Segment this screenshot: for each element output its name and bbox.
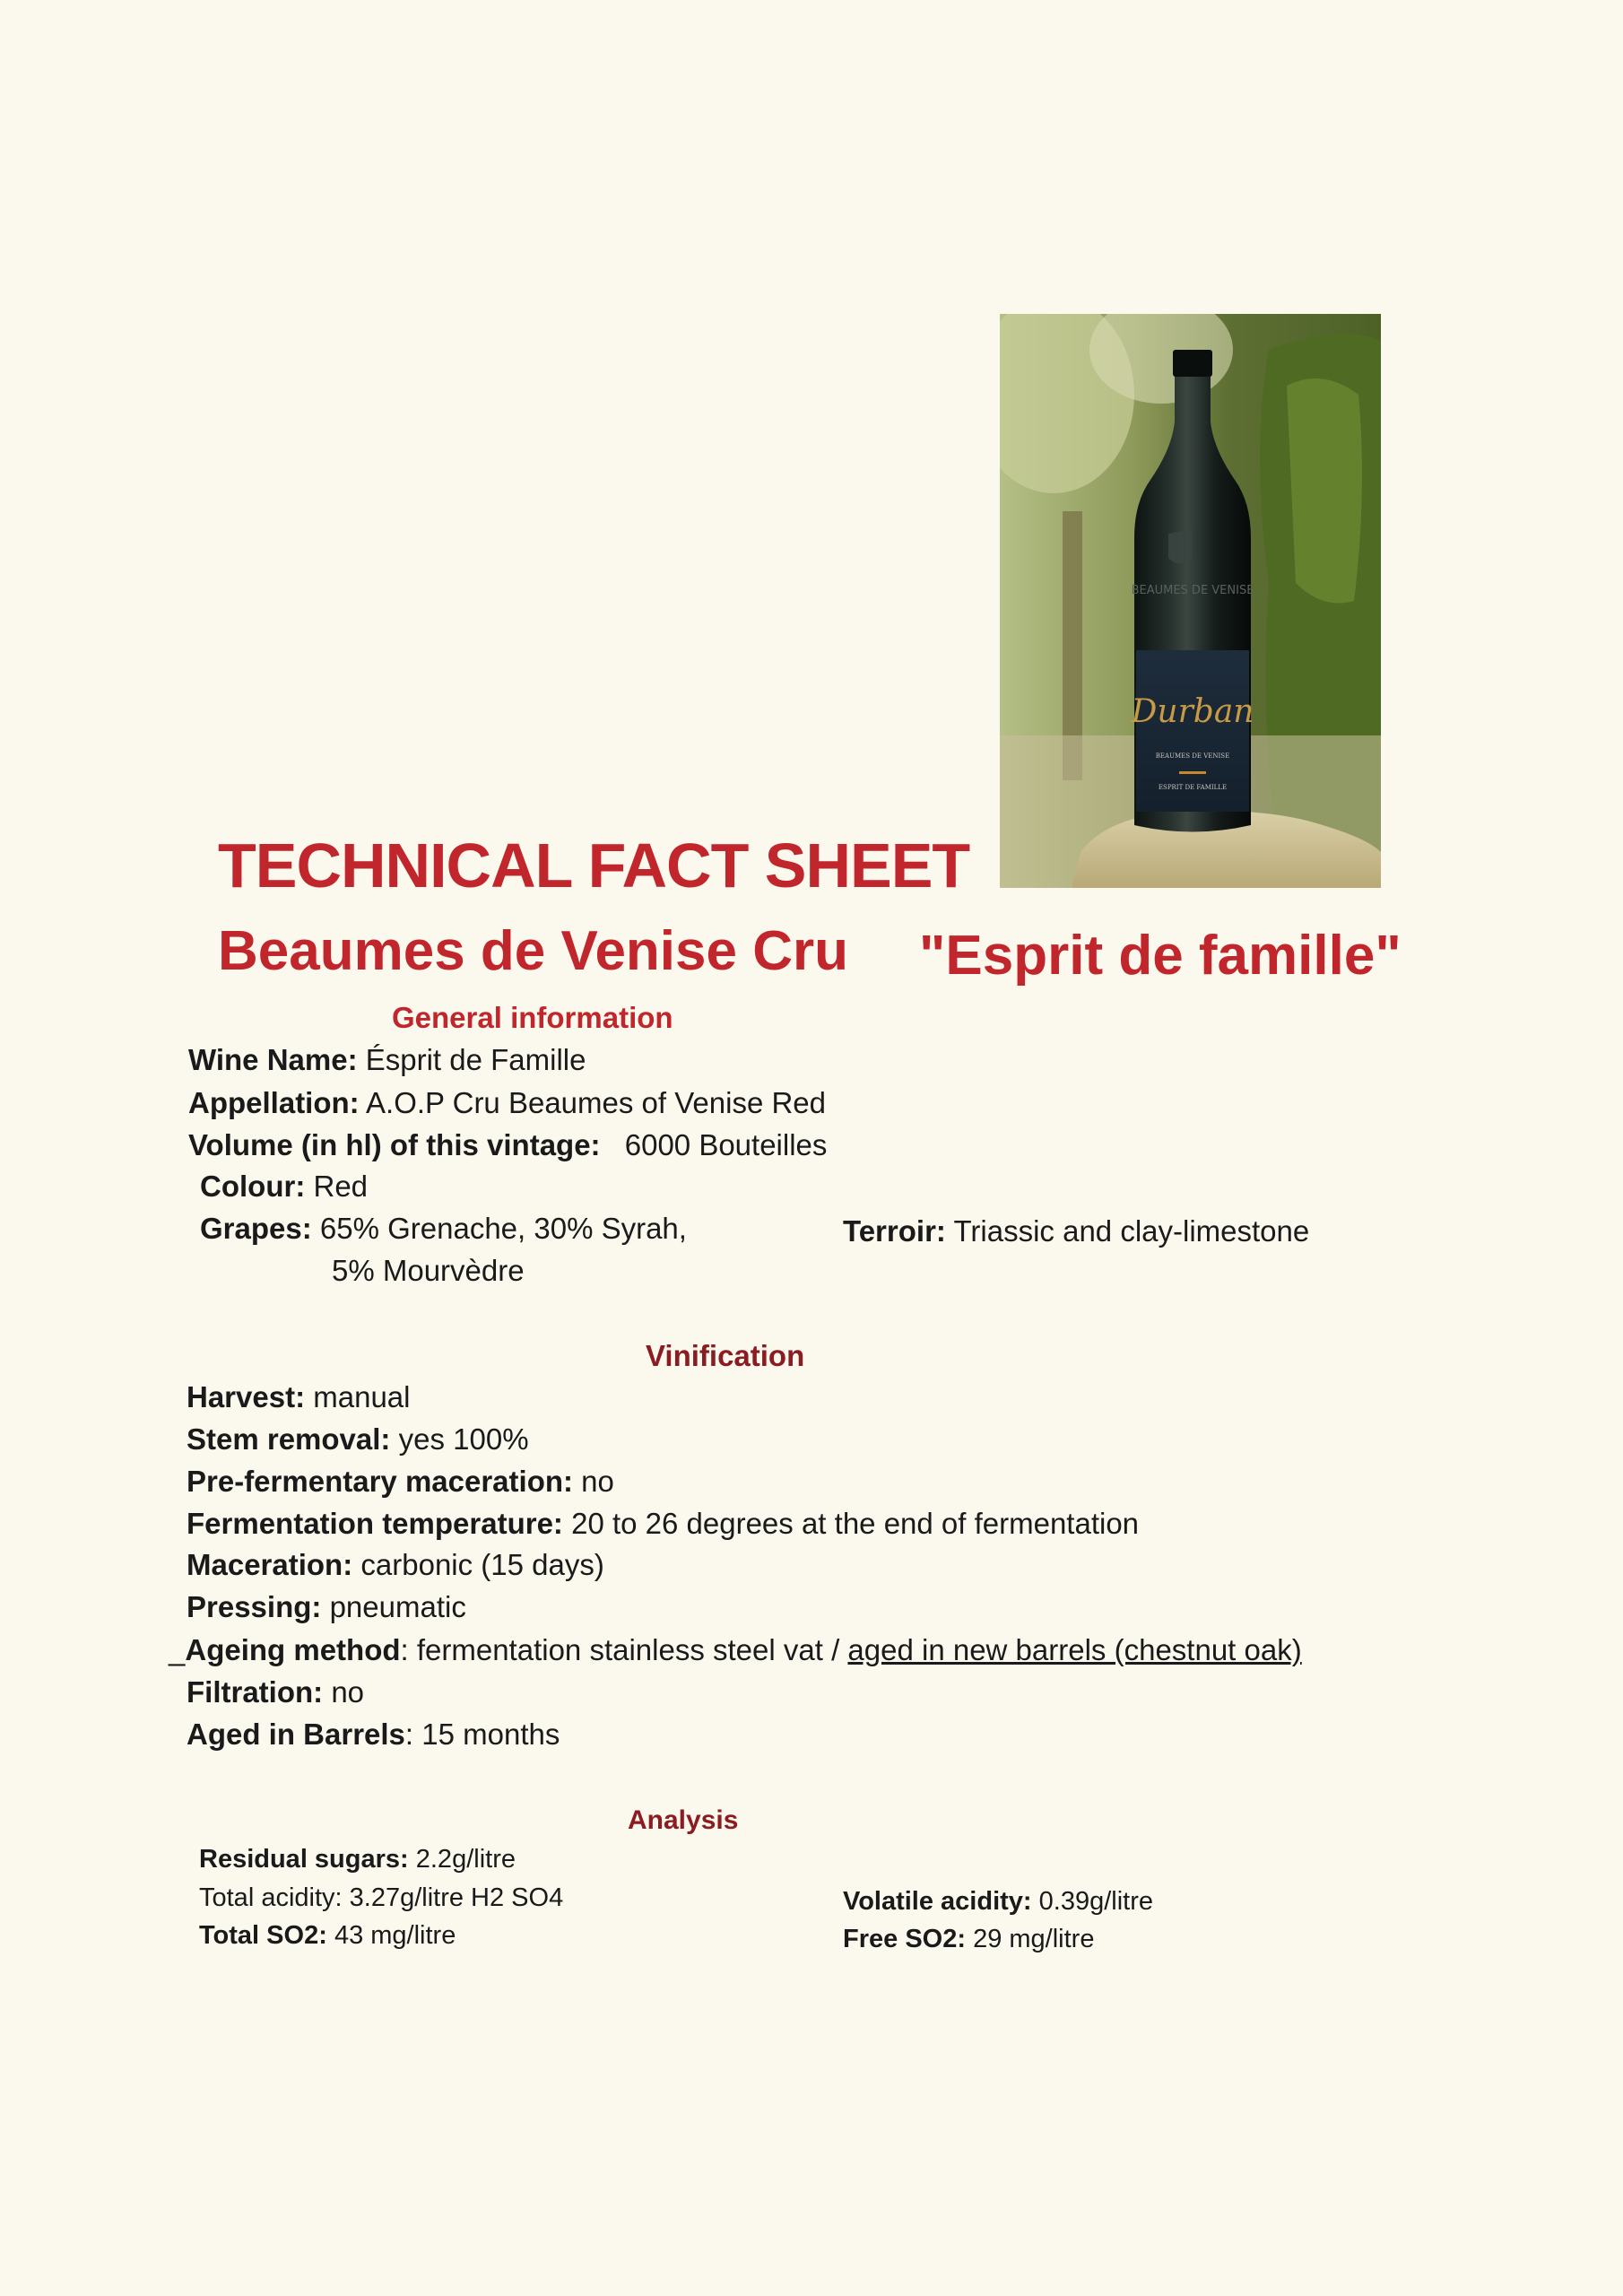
total-so2-value: 43 mg/litre — [334, 1921, 456, 1950]
general-information-heading: General information — [392, 1001, 673, 1034]
residual-sugars-row — [199, 1843, 516, 1875]
residual-sugars-value: 2.2g/litre — [415, 1845, 516, 1874]
harvest-row — [187, 1379, 410, 1415]
filtration-value: no — [331, 1675, 365, 1709]
bottle-emboss-text: BEAUMES DE VENISE — [1131, 584, 1254, 597]
volume-row — [188, 1127, 827, 1163]
terroir-value: Triassic and clay-limestone — [953, 1214, 1310, 1248]
appellation-value: A.O.P Cru Beaumes of Venise Red — [366, 1086, 827, 1119]
free-so2-row — [843, 1923, 1094, 1955]
maceration-label: Maceration: — [187, 1548, 353, 1581]
analysis-heading: Analysis — [628, 1805, 739, 1835]
pressing-label: Pressing: — [187, 1590, 322, 1623]
volume-label: Volume (in hl) of this vintage: — [188, 1128, 601, 1161]
grapes-label: Grapes: — [200, 1212, 312, 1245]
wine-name-value: Ésprit de Famille — [365, 1043, 586, 1076]
ageing-method-underlined: aged in new barrels (chestnut oak) — [847, 1633, 1302, 1666]
grapes-line-1: 65% Grenache, 30% Syrah, — [319, 1212, 687, 1245]
harvest-label: Harvest: — [187, 1380, 306, 1413]
fermentation-temperature-label: Fermentation temperature: — [187, 1507, 563, 1540]
ageing-prefix: _ — [169, 1633, 186, 1666]
colour-label: Colour: — [200, 1170, 306, 1203]
vinification-heading: Vinification — [646, 1339, 805, 1372]
grapes-line-2: 5% Mourvèdre — [332, 1254, 525, 1287]
appellation-row — [188, 1085, 826, 1121]
label-appellation-text: BEAUMES DE VENISE — [1155, 752, 1230, 760]
maceration-row — [187, 1547, 604, 1583]
total-so2-row — [199, 1919, 456, 1952]
volatile-acidity-value: 0.39g/litre — [1038, 1887, 1153, 1916]
wine-name-row — [188, 1042, 586, 1078]
pre-fermentary-value: no — [581, 1465, 614, 1498]
filtration-label: Filtration: — [187, 1675, 324, 1709]
ageing-method-label: Ageing method — [185, 1633, 401, 1666]
stem-removal-label: Stem removal: — [187, 1422, 391, 1456]
pressing-value: pneumatic — [329, 1590, 466, 1623]
wine-name-label: Wine Name: — [188, 1043, 358, 1076]
volatile-acidity-label: Volatile acidity: — [843, 1887, 1032, 1916]
wine-bottle-photo — [1000, 314, 1381, 888]
stem-removal-row — [187, 1422, 529, 1457]
grapes-row — [200, 1211, 687, 1247]
aged-in-barrels-label: Aged in Barrels — [187, 1718, 405, 1751]
cuvee-heading: "Esprit de famille" — [919, 925, 1402, 987]
label-brand-text: Durban — [1131, 693, 1254, 730]
harvest-value: manual — [313, 1380, 411, 1413]
colour-value: Red — [313, 1170, 369, 1203]
volatile-acidity-row — [843, 1885, 1153, 1918]
total-so2-label: Total SO2: — [199, 1921, 327, 1950]
pre-fermentary-row — [187, 1464, 614, 1500]
aged-in-barrels-value: : 15 months — [404, 1718, 560, 1751]
ageing-method-row — [169, 1632, 1302, 1668]
pre-fermentary-label: Pre-fermentary maceration: — [187, 1465, 573, 1498]
stem-removal-value: yes 100% — [398, 1422, 529, 1456]
appellation-label: Appellation: — [188, 1086, 360, 1119]
appellation-heading: Beaumes de Venise Cru — [218, 920, 848, 982]
ageing-method-value: : fermentation stainless steel vat / — [400, 1633, 848, 1666]
fermentation-temperature-row — [187, 1506, 1139, 1542]
residual-sugars-label: Residual sugars: — [199, 1845, 409, 1874]
page-title: TECHNICAL FACT SHEET — [218, 831, 970, 900]
fermentation-temperature-value: 20 to 26 degrees at the end of fermentation — [571, 1507, 1140, 1540]
filtration-row — [187, 1674, 364, 1710]
free-so2-value: 29 mg/litre — [973, 1925, 1095, 1953]
volume-value: 6000 Bouteilles — [624, 1128, 828, 1161]
colour-row — [200, 1169, 368, 1205]
maceration-value: carbonic (15 days) — [360, 1548, 604, 1581]
aged-in-barrels-row — [187, 1717, 560, 1752]
terroir-row — [843, 1213, 1309, 1249]
label-cuvee-text: ESPRIT DE FAMILLE — [1158, 784, 1228, 791]
terroir-label: Terroir: — [843, 1214, 946, 1248]
pressing-row — [187, 1589, 466, 1625]
free-so2-label: Free SO2: — [843, 1925, 966, 1953]
total-acidity-row: Total acidity: 3.27g/litre H2 SO4 — [199, 1883, 564, 1912]
